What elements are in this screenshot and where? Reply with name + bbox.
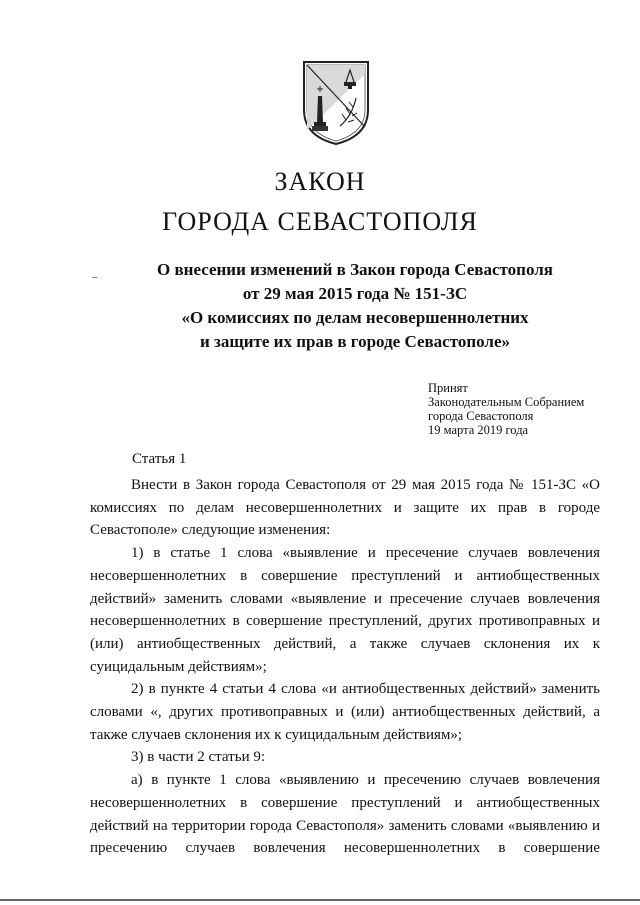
adoption-line: Законодательным Собранием xyxy=(428,395,585,409)
law-issuer: ГОРОДА СЕВАСТОПОЛЯ xyxy=(162,207,478,236)
adoption-date: 19 марта 2019 года xyxy=(428,423,529,437)
subtitle-line: О внесении изменений в Закон города Севастополя xyxy=(157,260,553,279)
law-subtitle xyxy=(100,258,610,354)
subtitle-line: и защите их прав в городе Севастополе» xyxy=(199,332,511,351)
body-paragraph: Внести в Закон города Севастополя от 29 мая 2015 года № 151-ЗС «О комиссиях по делам несовершеннолетних и защите их прав в городе Севастополе» следующие изменения: xyxy=(90,477,600,539)
adoption-line: Принят xyxy=(428,381,468,395)
body-paragraph: 3) в части 2 статьи 9: xyxy=(131,749,266,766)
scan-artifact xyxy=(92,277,97,278)
article-body xyxy=(90,474,600,860)
adoption-note xyxy=(428,381,584,437)
subtitle-line: «О комиссиях по делам несовершеннолетних xyxy=(181,308,529,327)
subtitle-line: от 29 мая 2015 года № 151-ЗС xyxy=(242,284,468,303)
law-title: ЗАКОН xyxy=(274,167,366,196)
body-paragraph: 1) в статье 1 слова «выявление и пресечение случаев вовлечения несовершеннолетних в совершение преступлений и антиобщественных действий» заменить словами «выявление и пресечение случаев вовлечения несовершеннолетних в совершение преступлений, других противоправных и (или) антиобщественных действий, а также случаев склонения их к суицидальным действиям»; xyxy=(90,545,600,675)
adoption-line: города Севастополя xyxy=(428,409,534,423)
sevastopol-coat-of-arms-icon xyxy=(296,52,376,148)
scan-edge xyxy=(0,899,640,901)
body-paragraph: 2) в пункте 4 статьи 4 слова «и антиобщественных действий» заменить словами «, других противоправных и (или) антиобщественных действий, а также случаев склонения их к суицидальным действиям»; xyxy=(90,681,600,743)
article-heading: Статья 1 xyxy=(132,451,187,467)
body-paragraph: а) в пункте 1 слова «выявлению и пресечению случаев вовлечения несовершеннолетних в совершение преступлений и антиобщественных действий на территории города Севастополя» заменить словами «выявлению и пресечению случаев вовлечения несовершеннолетних в совершение xyxy=(90,772,600,857)
